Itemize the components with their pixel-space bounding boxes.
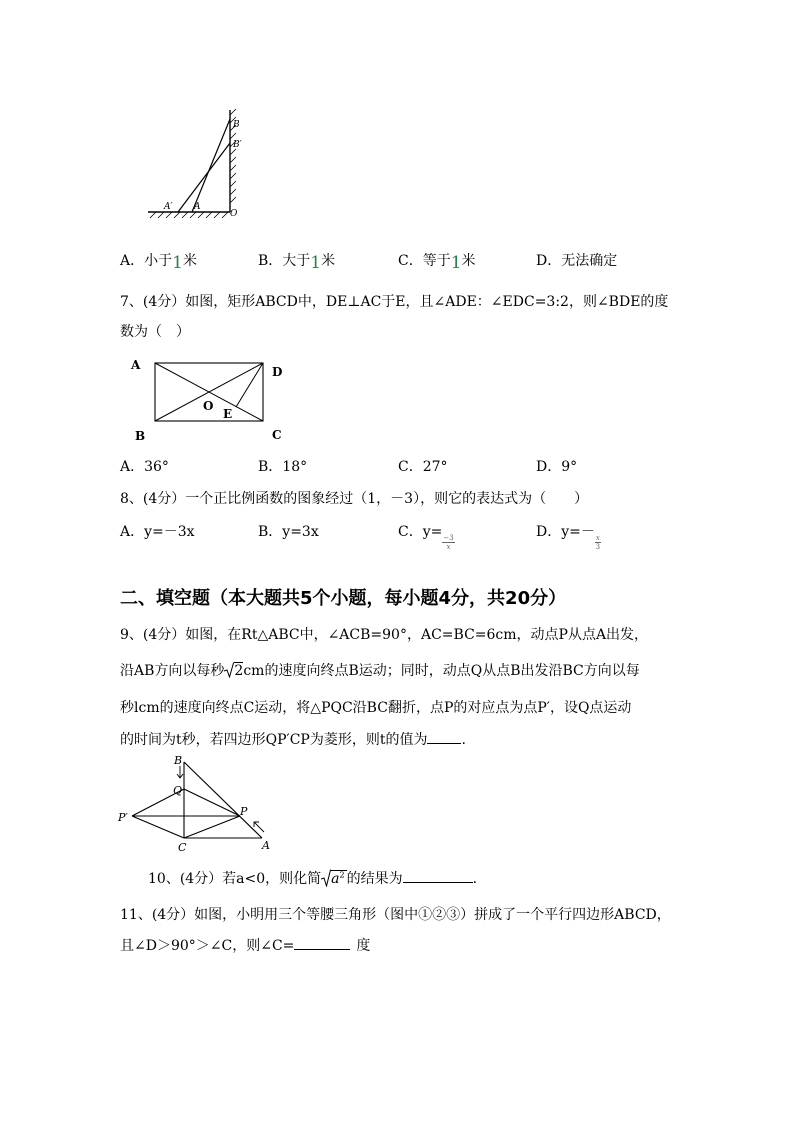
label-O: O: [230, 209, 238, 219]
q11-answer-blank[interactable]: [294, 937, 350, 950]
arrow-upleft-icon: [254, 822, 264, 832]
label-A: A: [194, 202, 201, 212]
q9-answer-blank[interactable]: [427, 731, 461, 744]
q7-text-line1: 7、(4分）如图，矩形ABCD中，DE⊥AC于E，且∠ADE：∠EDC=3:2，则∠BDE的度: [120, 294, 669, 310]
sqrt-sign-icon: [224, 662, 234, 678]
side-BA: [184, 762, 262, 838]
label-O: O: [203, 399, 214, 413]
label-P: P: [240, 805, 248, 818]
q8-option-a: A．y=－3x: [120, 524, 195, 540]
label-B: B: [174, 754, 183, 767]
q11-text-line2: 且∠D＞90°＞∠C，则∠C= 度: [120, 938, 371, 954]
label-A: A: [131, 358, 141, 372]
label-B: B: [135, 429, 146, 443]
q7-text-line2: 数为（ ）: [120, 324, 190, 340]
arrow-down-icon: [177, 766, 183, 778]
q7-rectangle-figure: [126, 355, 296, 445]
seg-QP: [184, 789, 240, 816]
label-D: D: [272, 365, 283, 379]
q8-option-c: C．y= $\frac{-3}{x}$: [398, 524, 454, 551]
seg-PprimeC: [132, 816, 184, 838]
q7-option-c: C．27°: [398, 459, 448, 475]
label-C: C: [272, 428, 282, 442]
ladder-moved: [178, 143, 230, 212]
label-C: C: [178, 841, 187, 854]
q9-triangle-figure: [112, 752, 282, 857]
q9-text-line2: 沿AB方向以每秒 2cm的速度向终点B运动；同时，动点Q从点B出发沿BC方向以每: [120, 663, 640, 679]
q9-text-line3: 秒lcm的速度向终点C运动，将△PQC沿BC翻折，点P的对应点为点P′，设Q点运动: [120, 700, 632, 716]
label-A: A: [262, 839, 270, 852]
ground-hatching: [150, 212, 228, 218]
q10-text: 10、(4分）若a<0，则化简 $a^2$ 的结果为 .: [148, 870, 478, 887]
q8-option-b: B．y=3x: [258, 524, 319, 540]
label-A-prime: A′: [164, 202, 173, 212]
q8-option-d: D．y=－ $\frac{x}{3}$: [536, 524, 601, 551]
segment-DE: [236, 363, 263, 407]
ladder-original: [192, 119, 230, 212]
label-B-prime: B′: [233, 140, 242, 150]
label-P-prime: P′: [118, 811, 128, 824]
q6-option-d: D．无法确定: [536, 253, 618, 269]
label-E: E: [223, 407, 233, 421]
q10-answer-blank[interactable]: [403, 870, 473, 883]
q9-text-line4: 的时间为t秒，若四边形QP′CP为菱形，则t的值为 .: [120, 732, 466, 748]
q7-option-b: B．18°: [258, 459, 308, 475]
q11-text-line1: 11、(4分）如图，小明用三个等腰三角形（图中①②③）拼成了一个平行四边形ABCD，: [120, 907, 671, 923]
q7-option-d: D．9°: [536, 459, 578, 475]
section-2-heading: 二、填空题（本大题共5个小题，每小题4分，共20分）: [120, 588, 567, 609]
q6-option-a: A．小于1米: [120, 253, 197, 273]
q6-ladder-figure: [140, 105, 260, 220]
label-B: B: [233, 120, 240, 130]
q8-option-d-fraction: $\frac{x}{3}$: [595, 533, 601, 551]
q9-text-line1: 9、(4分）如图，在Rt△ABC中，∠ACB=90°，AC=BC=6cm，动点P从点A出发，: [120, 627, 649, 643]
q8-text-line1: 8、(4分）一个正比例函数的图象经过（1，－3），则它的表达式为（ ）: [120, 491, 589, 507]
q7-option-a: A．36°: [120, 459, 169, 475]
q8-option-c-fraction: $\frac{-3}{x}$: [443, 533, 454, 551]
seg-CP: [184, 816, 240, 838]
label-Q: Q: [173, 784, 183, 797]
q6-option-c: C．等于1米: [398, 253, 476, 273]
sqrt-sign-icon: [321, 869, 331, 887]
q6-option-b: B．大于1米: [258, 253, 336, 273]
